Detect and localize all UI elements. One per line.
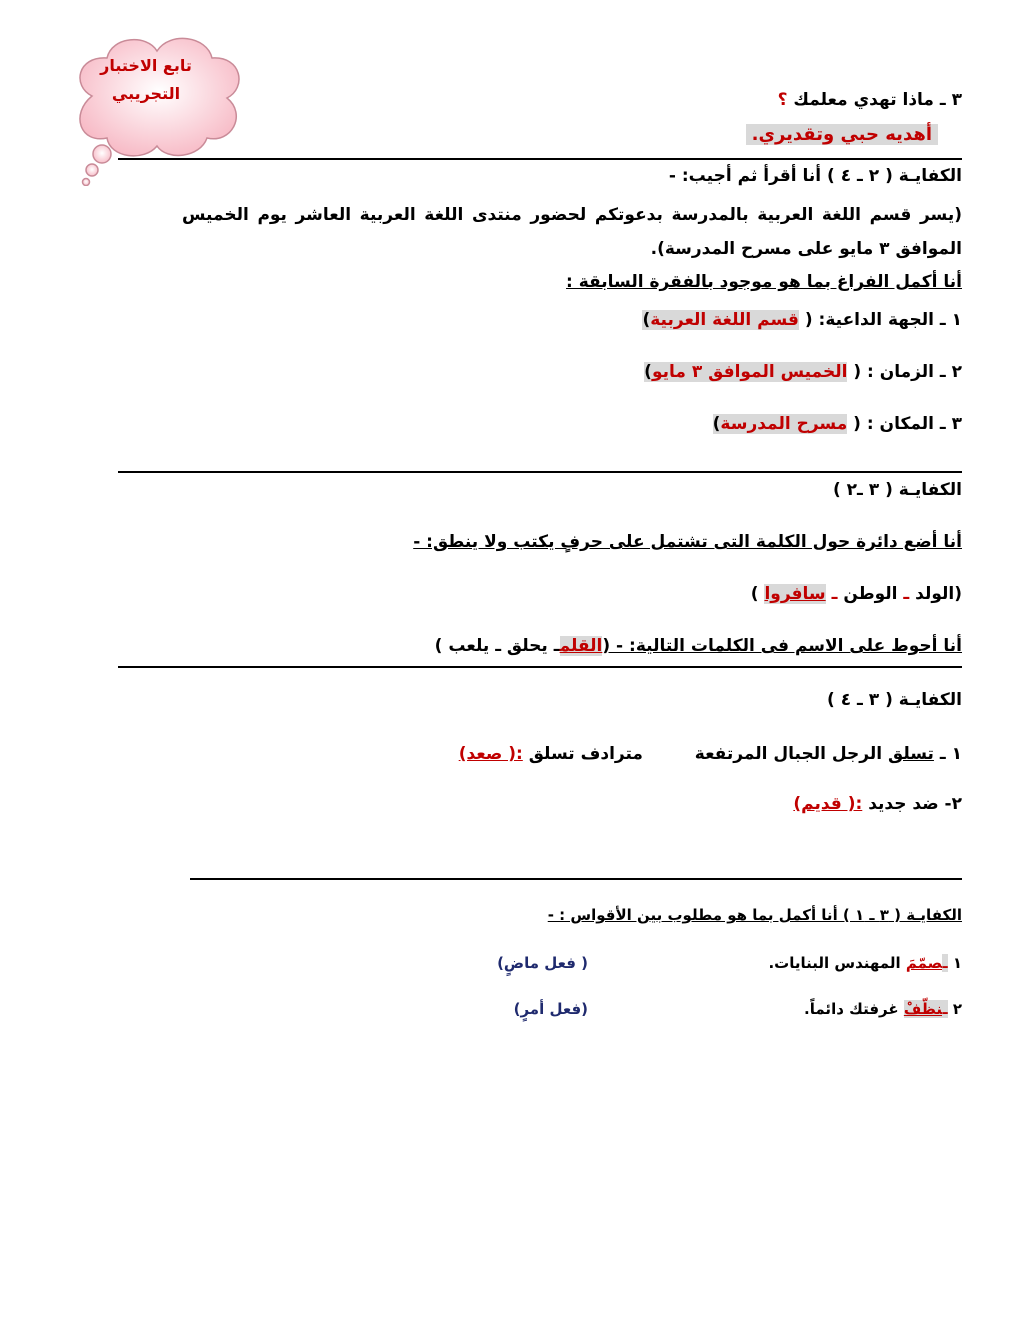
sec1-item-2: ٢ ـ الزمان : ( الخميس الموافق ٣ مايو) (644, 362, 962, 382)
sec2-noun-answer: القلم (559, 636, 603, 656)
badge-line1: تابع الاختبار (100, 56, 192, 75)
q3-qmark: ؟ (777, 90, 788, 110)
sec3-item-1: ١ ـ تسلق الرجل الجبال المرتفعة مترادف تسلق :( صعد) (458, 744, 962, 764)
sec1-item-3: ٣ ـ المكان : ( مسرح المدرسة) (712, 414, 962, 434)
sec3-synonym-answer: :( صعد) (458, 744, 523, 764)
sec4-verb-1: صمّمَ (905, 954, 943, 972)
sec1-passage: (يسر قسم اللغة العربية بالمدرسة بدعوتكم لحضور منتدى اللغة العربية العاشر يوم الخميس الموافق ٣ مايو على مسرح المدرسة). (182, 205, 962, 259)
sec1-instruction: أنا أكمل الفراغ بما هو موجود بالفقرة السابقة : (566, 272, 962, 292)
sec4-hint-2: (فعل أمرٍ) (513, 1000, 588, 1018)
sec3-heading: الكفايـة ( ٣ ـ ٤ ) (827, 690, 962, 710)
sec1-heading: الكفايـة ( ٢ ـ ٤ ) أنا أقرأ ثم أجيب: - (668, 166, 962, 186)
divider (190, 878, 962, 880)
divider (118, 471, 962, 473)
divider (118, 158, 962, 160)
sec2-noun-line: أنا أحوط على الاسم فى الكلمات التالية: - (القلمـ يحلق ـ يلعب ) (434, 636, 962, 656)
sec1-item-1: ١ ـ الجهة الداعية: ( قسم اللغة العربية) (642, 310, 962, 330)
sec1-answer-3: مسرح المدرسة (720, 414, 848, 434)
q3-answer: أهديه حبي وتقديري. (746, 124, 938, 145)
sec3-item-2: ٢- ضد جديد :( قديم) (793, 794, 962, 814)
sec1-answer-2: الخميس الموافق ٣ مايو (651, 362, 848, 382)
sec4-verb-2: نظّفْ (903, 1000, 943, 1018)
sec4-item-1: ١ ـصمّمَ المهندس البنايات. (768, 954, 962, 972)
divider (118, 666, 962, 668)
sec4-item-2: ٢ ـنظّفْ غرفتك دائماً. (804, 1000, 962, 1018)
sec1-answer-1: قسم اللغة العربية (650, 310, 799, 330)
q3-question: ٣ ـ ماذا تهدي معلمك ؟ (777, 90, 962, 110)
badge-line2: التجريبي (111, 84, 181, 103)
sec3-antonym-answer: :( قديم) (793, 794, 863, 814)
sec4-hint-1: ( فعل ماضٍ) (497, 954, 588, 972)
sec2-words: (الولد ـ الوطن ـ سافروا ) (750, 584, 962, 604)
sec2-circled-answer: سافروا (764, 584, 826, 604)
sec2-instruction: أنا أضع دائرة حول الكلمة التى تشتمل على حرفٍ يكتب ولا ينطق: - (413, 532, 962, 552)
sec2-heading: الكفايـة ( ٣ ـ٢ ) (832, 480, 962, 500)
sec4-heading: الكفايـة ( ٣ ـ ١ ) أنا أكمل بما هو مطلوب بين الأقواس : - (547, 906, 962, 924)
